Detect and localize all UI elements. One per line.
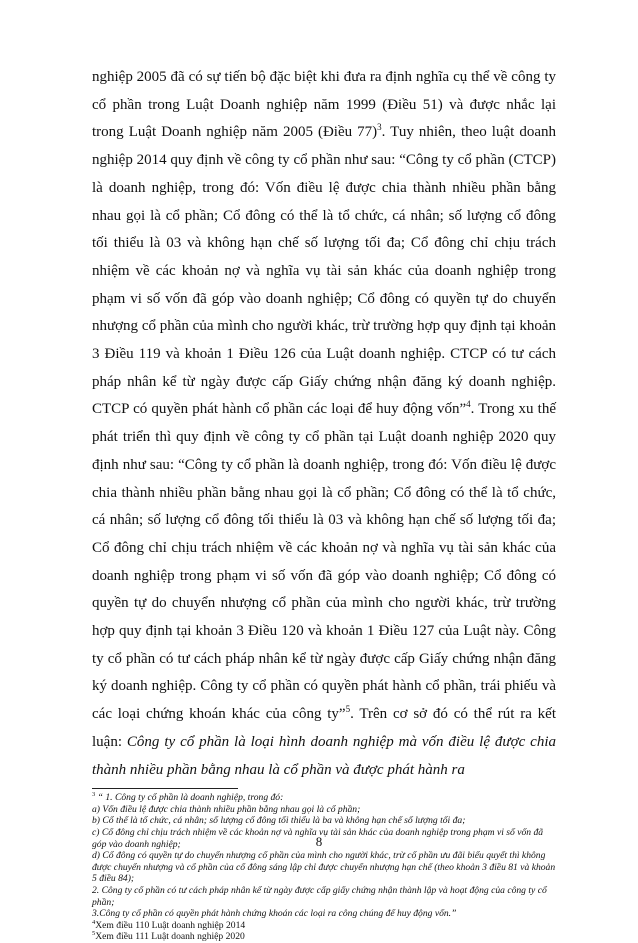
footnote-3-line-text: “ 1. Công ty cổ phần là doanh nghiệp, trong đó: (95, 792, 284, 804)
footnote-5 (92, 931, 556, 943)
footnote-3-line: a) Vốn điều lệ được chia thành nhiều phần bằng nhau gọi là cổ phần; (92, 803, 361, 815)
body-text-part-2: . Tuy nhiên, theo luật doanh nghiệp 2014 quy định về công ty cổ phần như sau: “Công ty cổ phần (CTCP) là doanh nghiệp, trong đó: Vốn điều lệ được chia thành nhiều phần bằng nhau gọi là cổ phần; Cổ đông có thể là tổ chức, cá nhân; số lượng cổ đông tối thiểu là 03 và không hạn chế số lượng tối đa; Cổ đông chỉ chịu trách nhiệm về các khoản nợ và nghĩa vụ tài sản khác của doanh nghiệp trong phạm vi số vốn đã góp vào doanh nghiệp; Cổ đông có quyền tự do chuyển nhượng cổ phần của mình cho người khác, trừ trường hợp quy định tại khoản 3 Điều 119 và khoản 1 Điều 126 của Luật doanh nghiệp. CTCP có tư cách pháp nhân kể từ ngày được cấp Giấy chứng nhận đăng ký doanh nghiệp. CTCP có quyền phát hành cổ phần các loại để huy động vốn” (92, 124, 556, 418)
body-text (92, 64, 556, 784)
footnote-5-text: Xem điều 111 Luật doanh nghiệp 2020 (95, 931, 245, 943)
footnote-5-mark: 5 (92, 930, 96, 938)
footnote-3-line: d) Cổ đông có quyền tự do chuyển nhượng cổ phần của mình cho người khác, trừ cổ phần ưu đãi biểu quyết thì không được chuyển nhượng và cổ phần của cổ đông sáng lập chỉ được chuyển nhượng hạn chế (theo khoản 3 điều 81 và khoản 5 điều 84); (92, 850, 556, 885)
body-paragraph (92, 64, 556, 784)
footnote-divider (92, 788, 238, 789)
footnote-ref-4: 4 (466, 399, 471, 410)
body-text-part-3: . Trong xu thế phát triển thì quy định về công ty cổ phần tại Luật doanh nghiệp 2020 quy định như sau: “Công ty cổ phần là doanh nghiệp, trong đó: Vốn điều lệ được chia thành nhiều phần bằng nhau gọi là cổ phần; Cổ đông có thể là tổ chức, cá nhân; số lượng cổ đông tối thiểu là 03 và không hạn chế số lượng tối đa; Cổ đông chỉ chịu trách nhiệm về các khoản nợ và nghĩa vụ tài sản khác của doanh nghiệp trong phạm vi số vốn đã góp vào doanh nghiệp; Cổ đông có quyền tự do chuyển nhượng cổ phần của mình cho người khác, trừ trường hợp quy định tại khoản 3 Điều 120 và khoản 1 Điều 127 của Luật này. Công ty cổ phần có tư cách pháp nhân kể từ ngày được cấp Giấy chứng nhận đăng ký doanh nghiệp. Công ty cổ phần có quyền phát hành cổ phần, trái phiếu và các loại chứng khoán khác của công ty” (92, 401, 557, 723)
document-page (92, 64, 556, 943)
footnote-4-mark: 4 (92, 918, 96, 926)
footnote-ref-3: 3 (377, 122, 382, 133)
footnote-3-line: c) Cổ đông chỉ chịu trách nhiệm về các khoản nợ và nghĩa vụ tài sản khác của doanh nghiệp trong phạm vi số vốn đã góp vào doanh nghiệp; (92, 827, 544, 850)
footnote-3-line: 3.Công ty cổ phần có quyền phát hành chứng khoán các loại ra công chúng để huy động vốn.” (92, 908, 457, 920)
body-text-part-1: nghiệp 2005 đã có sự tiến bộ đặc biệt khi đưa ra định nghĩa cụ thể về công ty cổ phần trong Luật Doanh nghiệp năm 1999 (Điều 51) và được nhắc lại trong Luật Doanh nghiệp năm 2005 (Điều 77) (92, 69, 556, 141)
footnote-4-text: Xem điều 110 Luật doanh nghiệp 2014 (95, 919, 246, 931)
footnote-3-line: 2. Công ty cổ phần có tư cách pháp nhân kể từ ngày được cấp giấy chứng nhận thành lập và hoạt động của công ty cổ phần; (92, 885, 547, 908)
page-number: 8 (315, 834, 323, 849)
footnote-4 (92, 920, 556, 932)
footnote-ref-5: 5 (345, 704, 351, 715)
footnote-3-mark: 3 (92, 791, 96, 799)
body-text-part-4: . Trên cơ sở đó có thể rút ra kết luận: (92, 706, 556, 750)
footnotes (92, 792, 556, 943)
footnote-3-line: b) Cổ thể là tổ chức, cá nhân; số lượng cổ đông tối thiểu là ba và không hạn chế số lượng tối đa; (92, 815, 466, 827)
conclusion-text: Công ty cổ phần là loại hình doanh nghiệp mà vốn điều lệ được chia thành nhiều phần bằng nhau là cổ phần và được phát hành ra (92, 733, 556, 778)
footnote-3-line (92, 792, 556, 804)
footnote-3 (92, 792, 556, 920)
